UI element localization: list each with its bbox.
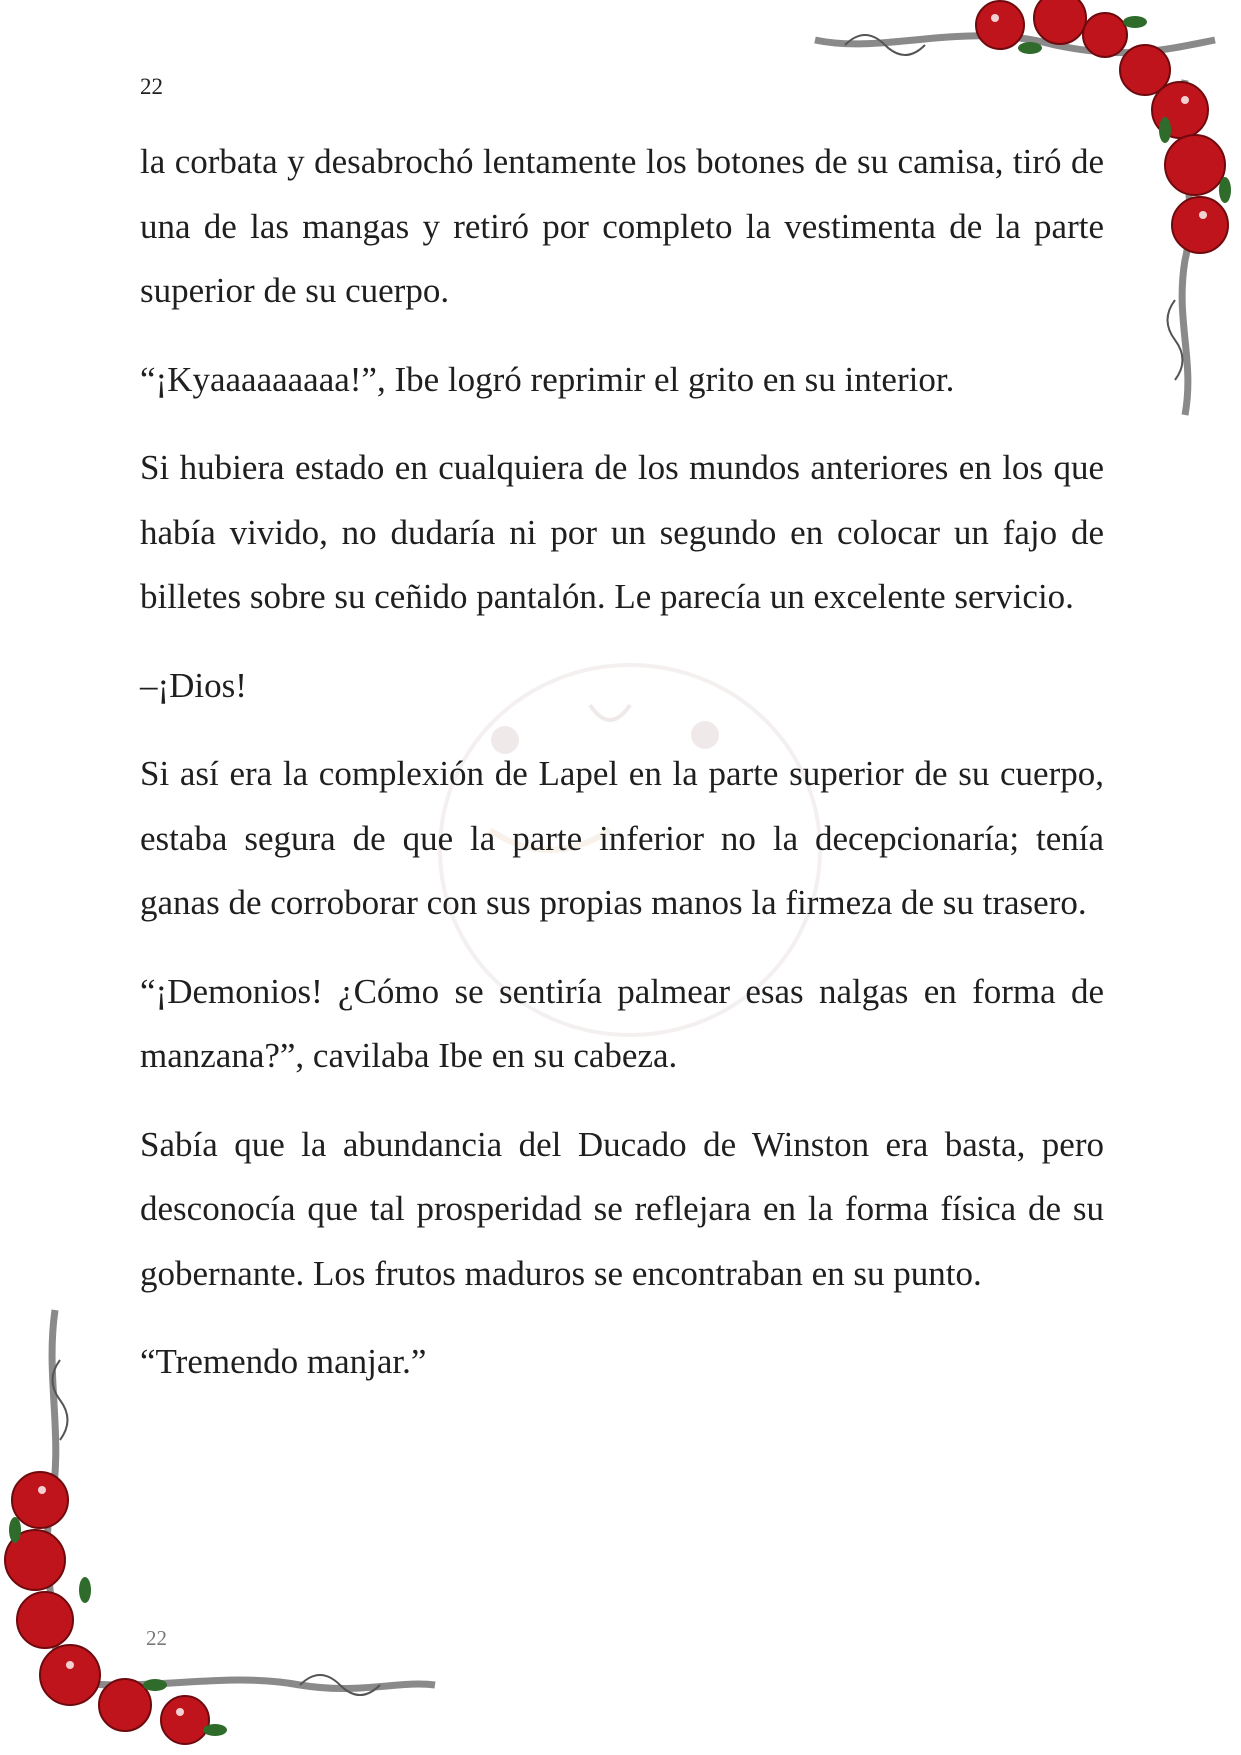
paragraph-8: “Tremendo manjar.” [140,1342,427,1381]
paragraph-6: “¡Demonios! ¿Cómo se sentiría palmear esas nalgas en forma de manzana?”, cavilaba Ibe en su cabeza. [140,971,1104,1075]
paragraph-7: Sabía que la abundancia del Ducado de Winston era basta, pero desconocía que tal prosperidad se reflejara en la forma física de su gobernante. Los frutos maduros se encontraban en su punto. [140,1124,1104,1293]
page-number-top: 22 [140,74,163,99]
page-number-bottom: 22 [146,1626,167,1650]
paragraph-5: Si así era la complexión de Lapel en la parte superior de su cuerpo, estaba segura de que la parte inferior no la decepcionaría; tenía ganas de corroborar con sus propias manos la firmeza de su trasero. [140,754,1104,922]
paragraph-4: –¡Dios! [140,665,247,705]
document-body [140,130,1104,1419]
paragraph-3: Si hubiera estado en cualquiera de los mundos anteriores en los que había vivido, no dudaría ni por un segundo en colocar un fajo de billetes sobre su ceñido pantalón. Le parecía un excelente servicio. [140,448,1104,616]
paragraph-2: “¡Kyaaaaaaaaa!”, Ibe logró reprimir el grito en su interior. [140,359,955,399]
paragraph-1: la corbata y desabrochó lentamente los botones de su camisa, tiró de una de las mangas y retiró por completo la vestimenta de la parte superior de su cuerpo. [140,142,1104,310]
